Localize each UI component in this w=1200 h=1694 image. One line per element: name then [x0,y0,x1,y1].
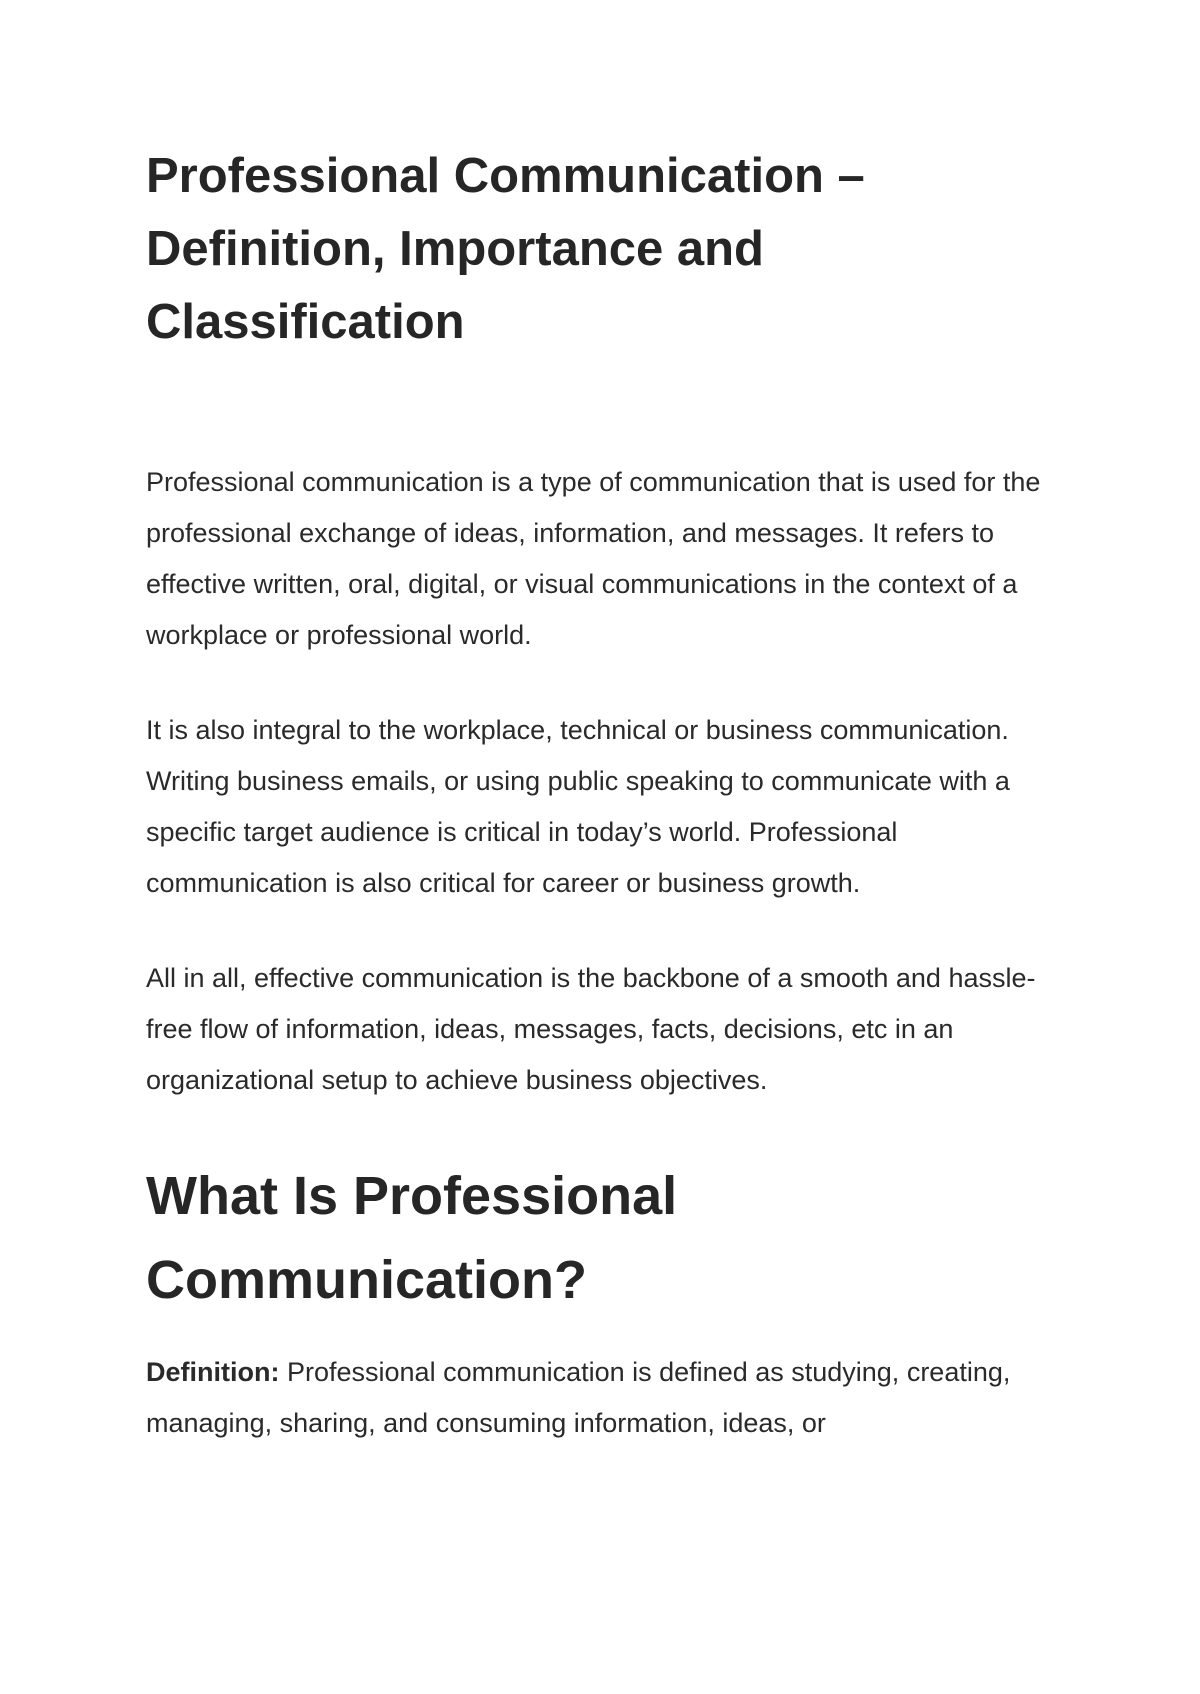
section-heading: What Is Professional Communication? [146,1166,678,1310]
integral-paragraph: It is also integral to the workplace, technical or business communication. Writing business emails, or using public speaking to communicate with a specific target audience is critical in today’s world. Professional communication is also critical for career or business growth. [146,715,1010,898]
summary-paragraph: All in all, effective communication is the backbone of a smooth and hassle-free flow of information, ideas, messages, facts, decisions, etc in an organizational setup to achieve business objectives. [146,963,1036,1095]
document-title: Professional Communication – Definition, Importance and Classification [146,149,865,349]
document-page [146,140,1076,1449]
definition-paragraph [146,1347,1066,1449]
intro-paragraph: Professional communication is a type of communication that is used for the professional exchange of ideas, information, and messages. It refers to effective written, oral, digital, or visual communications in the context of a workplace or professional world. [146,467,1041,650]
definition-label: Definition: [146,1357,280,1387]
definition-text: Professional communication is defined as studying, creating, managing, sharing, and consuming information, ideas, or [146,1357,1011,1438]
